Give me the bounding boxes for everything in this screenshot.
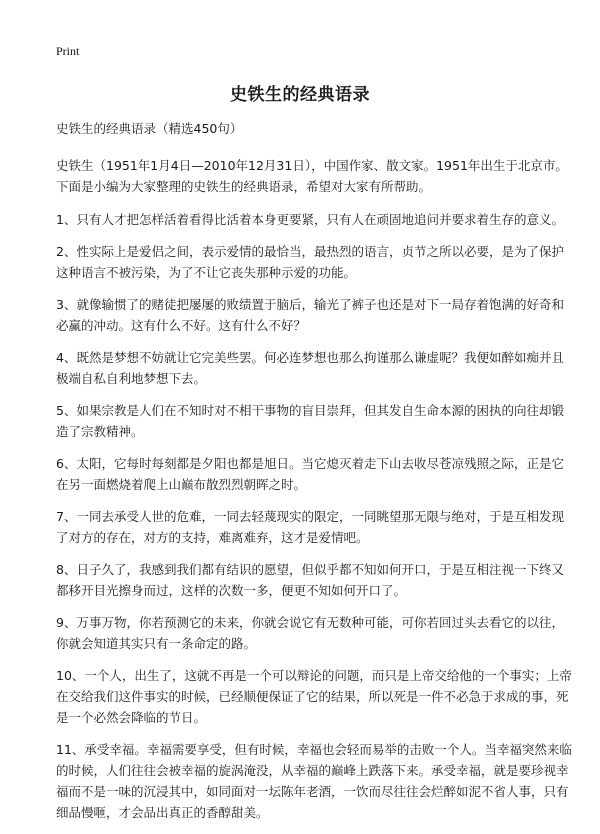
article-subtitle: 史铁生的经典语录（精选450句） bbox=[56, 121, 243, 136]
quote-paragraph: 9、万事万物，你若预测它的未来，你就会说它有无数种可能，可你若回过头去看它的以往，你就会知道其实只有一条命定的路。 bbox=[56, 615, 564, 651]
quote-paragraph: 2、性实际上是爱侣之间，表示爱情的最恰当，最热烈的语言，贞节之所以必要，是为了保护这种语言不被污染，为了不让它丧失那种示爱的功能。 bbox=[56, 244, 564, 280]
quote-paragraph: 10、一个人，出生了，这就不再是一个可以辩论的问题，而只是上帝交给他的一个事实；上帝在交给我们这件事实的时候，已经顺便保证了它的结果，所以死是一件不必急于求成的事，死是一个必然会降临的节日。 bbox=[56, 668, 572, 725]
page-title: 史铁生的经典语录 bbox=[230, 85, 370, 105]
quote-paragraph: 1、只有人才把怎样活着看得比活着本身更要紧，只有人在顽固地追问并要求着生存的意义。 bbox=[56, 212, 564, 227]
quote-paragraph: 11、承受幸福。幸福需要享受，但有时候，幸福也会轻而易举的击败一个人。当幸福突然来临的时候，人们往往会被幸福的旋涡淹没，从幸福的巅峰上跌落下来。承受幸福，就是要珍视幸福而不是一味的沉浸其中，如同面对一坛陈年老酒，一饮而尽往往会烂醉如泥不省人事，只有细品慢咂，才会品出真正的香醇甜美。 bbox=[56, 742, 572, 820]
print-link[interactable]: Print bbox=[56, 44, 80, 58]
quote-paragraph: 8、日子久了，我感到我们都有结识的愿望，但似乎都不知如何开口，于是互相注视一下终又都移开目光擦身而过，这样的次数一多，便更不知如何开口了。 bbox=[56, 562, 564, 598]
article-body bbox=[56, 118, 576, 834]
quote-paragraph: 3、就像输惯了的赌徒把屡屡的败绩置于脑后，输光了裤子也还是对下一局存着饱满的好奇和必赢的冲动。这有什么不好。这有什么不好？ bbox=[56, 297, 564, 333]
quote-paragraph: 7、一同去承受人世的危难，一同去轻蔑现实的限定，一同眺望那无限与绝对，于是互相发现了对方的存在，对方的支持，难离难弃，这才是爱情吧。 bbox=[56, 509, 564, 545]
quote-paragraph: 5、如果宗教是人们在不知时对不相干事物的盲目崇拜，但其发自生命本源的困执的向往却锻造了宗教精神。 bbox=[56, 403, 564, 439]
intro-paragraph: 史铁生（1951年1月4日—2010年12月31日），中国作家、散文家。1951年出生于北京市。下面是小编为大家整理的史铁生的经典语录，希望对大家有所帮助。 bbox=[56, 158, 568, 194]
quote-paragraph: 4、既然是梦想不妨就让它完美些罢。何必连梦想也那么拘谨那么谦虚呢？我便如醉如痴并且极端自私自利地梦想下去。 bbox=[56, 350, 564, 386]
quote-paragraph: 6、太阳，它每时每刻都是夕阳也都是旭日。当它熄灭着走下山去收尽苍凉残照之际，正是它在另一面燃烧着爬上山巅布散烈烈朝晖之时。 bbox=[56, 456, 564, 492]
